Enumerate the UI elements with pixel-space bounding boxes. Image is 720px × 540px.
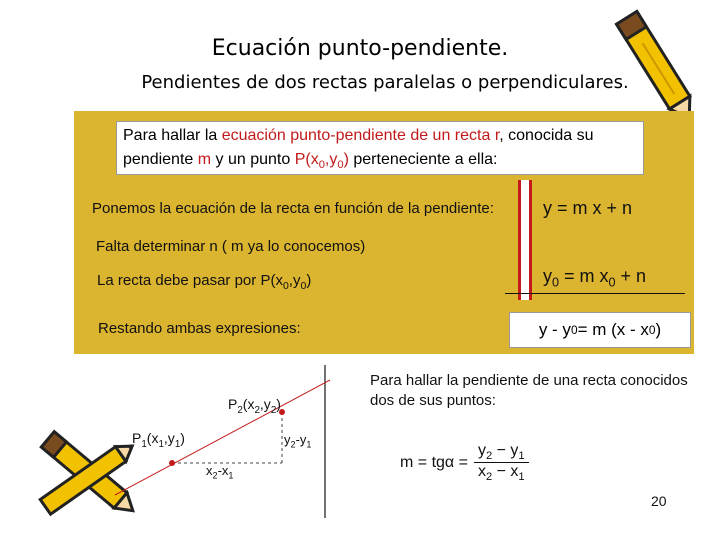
slide-title: Ecuación punto-pendiente.	[211, 36, 509, 61]
step1-text: Ponemos la ecuación de la recta en función de la pendiente:	[92, 200, 494, 217]
slope-explanation: Para hallar la pendiente de una recta conocidos dos de sus puntos:	[370, 372, 688, 409]
step4-text: Restando ambas expresiones:	[98, 320, 301, 337]
point-p1	[169, 460, 175, 466]
page-number: 20	[651, 493, 667, 509]
equation-slope-intercept: y = m x + n	[543, 198, 633, 218]
bracket-arrow-icon	[512, 180, 538, 300]
subtraction-line	[505, 293, 685, 294]
slope-formula: m = tgα = $\frac{y_2 - y_1}{x_2 - x_1}$	[400, 442, 529, 483]
slide-subtitle: Pendientes de dos rectas paralelas o perpendiculares.	[141, 72, 629, 93]
label-dy: $y_2-y_1$	[284, 432, 312, 450]
equation-point: $y_0 = m$ $x_0 + n$	[543, 266, 647, 290]
label-p2: $P_2(x_2,y_2)$	[228, 396, 281, 416]
label-p1: $P_1(x_1,y_1)$	[132, 430, 185, 450]
label-dx: $x_2-x_1$	[206, 463, 234, 481]
point-slope-equation-box: y - y 0 = m (x - x 0 )	[509, 312, 691, 348]
step3-text: La recta debe pasar por $P(x_0,y_0)$	[97, 272, 312, 292]
intro-box: Para hallar la ecuación punto-pendiente de un recta r, conocida su pendiente m y un punto $P(x_0,y_0)$ perteneciente a ella:	[116, 121, 644, 175]
step2-text: Falta determinar n ( m ya lo conocemos)	[96, 238, 366, 255]
